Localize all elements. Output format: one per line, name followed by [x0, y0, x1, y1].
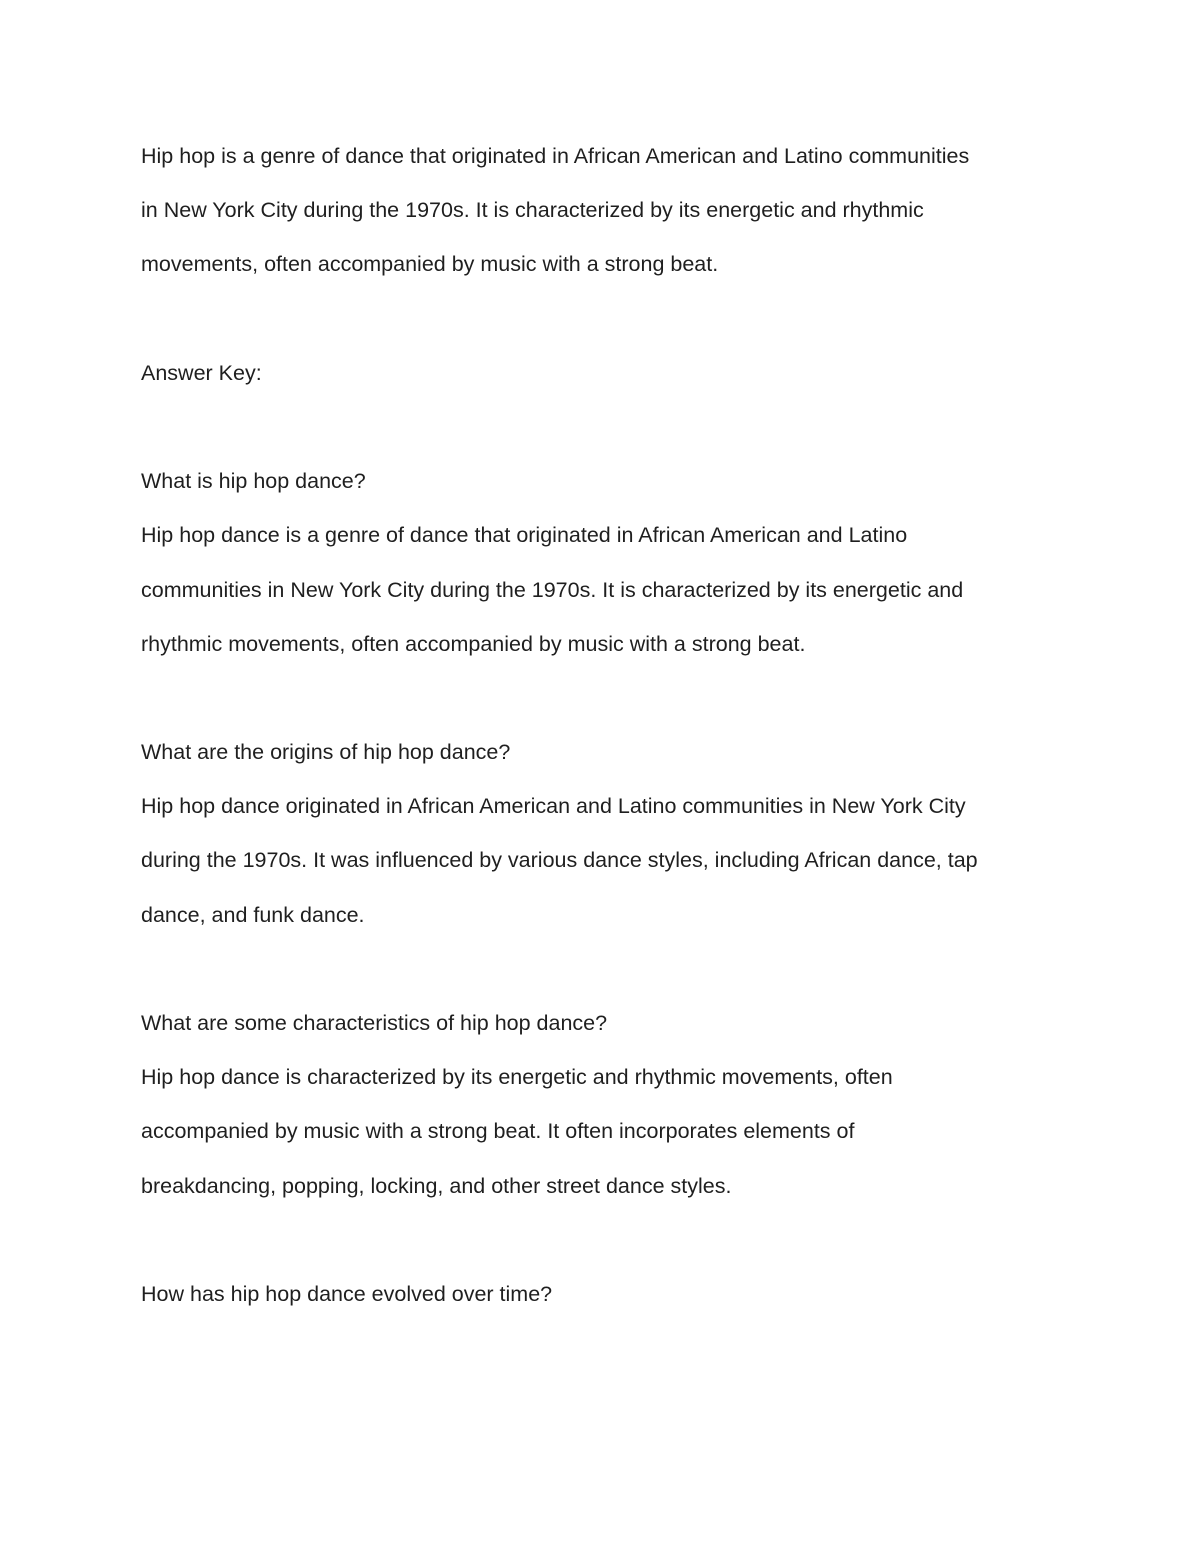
answer-key-heading: Answer Key: [141, 360, 262, 385]
intro-line: in New York City during the 1970s. It is characterized by its energetic and rhythmic [141, 198, 924, 223]
spacer [141, 299, 1071, 353]
intro-line: Hip hop is a genre of dance that originated in African American and Latino communities [141, 144, 970, 168]
spacer [141, 949, 1071, 1003]
qa-item-4 [141, 1274, 1071, 1328]
answer-line: rhythmic movements, often accompanied by music with a strong beat. [141, 631, 806, 656]
answer-line: during the 1970s. It was influenced by various dance styles, including African dance, tap [141, 848, 978, 873]
answer-line: dance, and funk dance. [141, 902, 365, 927]
question: What is hip hop dance? [141, 469, 366, 494]
intro-paragraph [141, 136, 1071, 299]
answer-line: Hip hop dance is characterized by its energetic and rhythmic movements, often [141, 1065, 893, 1090]
answer-line: breakdancing, popping, locking, and other street dance styles. [141, 1173, 732, 1198]
intro-line: movements, often accompanied by music with a strong beat. [141, 252, 719, 277]
answer-line: Hip hop dance originated in African American and Latino communities in New York City [141, 794, 966, 819]
question: What are some characteristics of hip hop dance? [141, 1011, 608, 1035]
spacer [141, 407, 1071, 461]
question: What are the origins of hip hop dance? [141, 740, 511, 765]
spacer [141, 1220, 1071, 1274]
question: How has hip hop dance evolved over time? [141, 1281, 553, 1306]
qa-item-3 [141, 1003, 1071, 1220]
answer-line: Hip hop dance is a genre of dance that originated in African American and Latino [141, 523, 908, 548]
qa-item-1 [141, 461, 1071, 678]
document-body [141, 136, 1071, 1328]
answer-line: communities in New York City during the 1970s. It is characterized by its energetic and [141, 577, 964, 602]
spacer [141, 678, 1071, 732]
answer-line: accompanied by music with a strong beat. It often incorporates elements of [141, 1119, 855, 1144]
qa-item-2 [141, 732, 1071, 949]
